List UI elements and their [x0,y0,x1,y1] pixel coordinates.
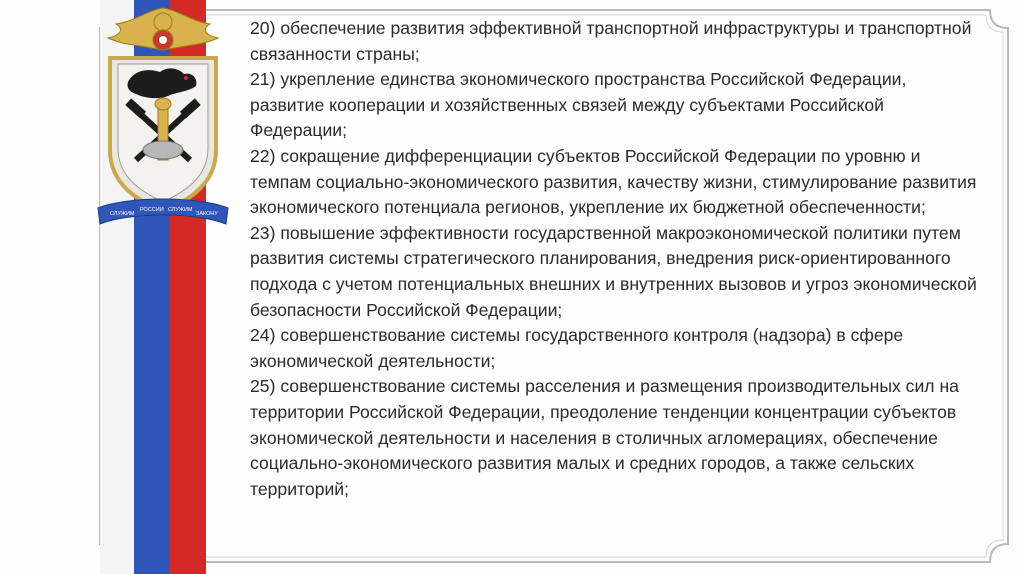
list-item: 23) повышение эффективности государственной макроэкономической политики путем развития системы стратегического планирования, внедрения риск-ориентированного подхода с учетом потенциальных внешних и внутренних вызовов и угроз экономической безопасности Российской Федерации; [250,222,977,320]
ribbon-word: РОССИИ [140,207,164,213]
list-item: 24) совершенствование системы государственного контроля (надзора) в сфере экономической деятельности; [250,325,904,371]
list-item: 21) укрепление единства экономического пространства Российской Федерации, развитие кооперации и хозяйственных связей между субъектами Российской Федерации; [250,69,907,141]
coat-of-arms-emblem [88,0,238,240]
list-item: 25) совершенствование системы расселения и размещения производительных сил на территории Российской Федерации, преодоление тенденции концентрации субъектов экономической деятельности и населения в столичных агломерациях, обеспечение социально-экономического развития малых и средних городов, а также сельских территорий; [250,376,959,499]
ribbon-word: СЛУЖИМ [168,207,193,213]
ribbon-word: СЛУЖИМ [110,211,135,217]
slide-text [250,16,980,502]
ribbon-word: ЗАКОНУ [196,211,218,217]
list-item: 22) сокращение дифференциации субъектов Российской Федерации по уровню и темпам социально-экономического развития, качеству жизни, стимулирование развития экономического потенциала регионов, укрепление их бюджетной обеспеченности; [250,145,977,218]
list-item: 20) обеспечение развития эффективной транспортной инфраструктуры и транспортной связанности страны; [250,18,972,64]
